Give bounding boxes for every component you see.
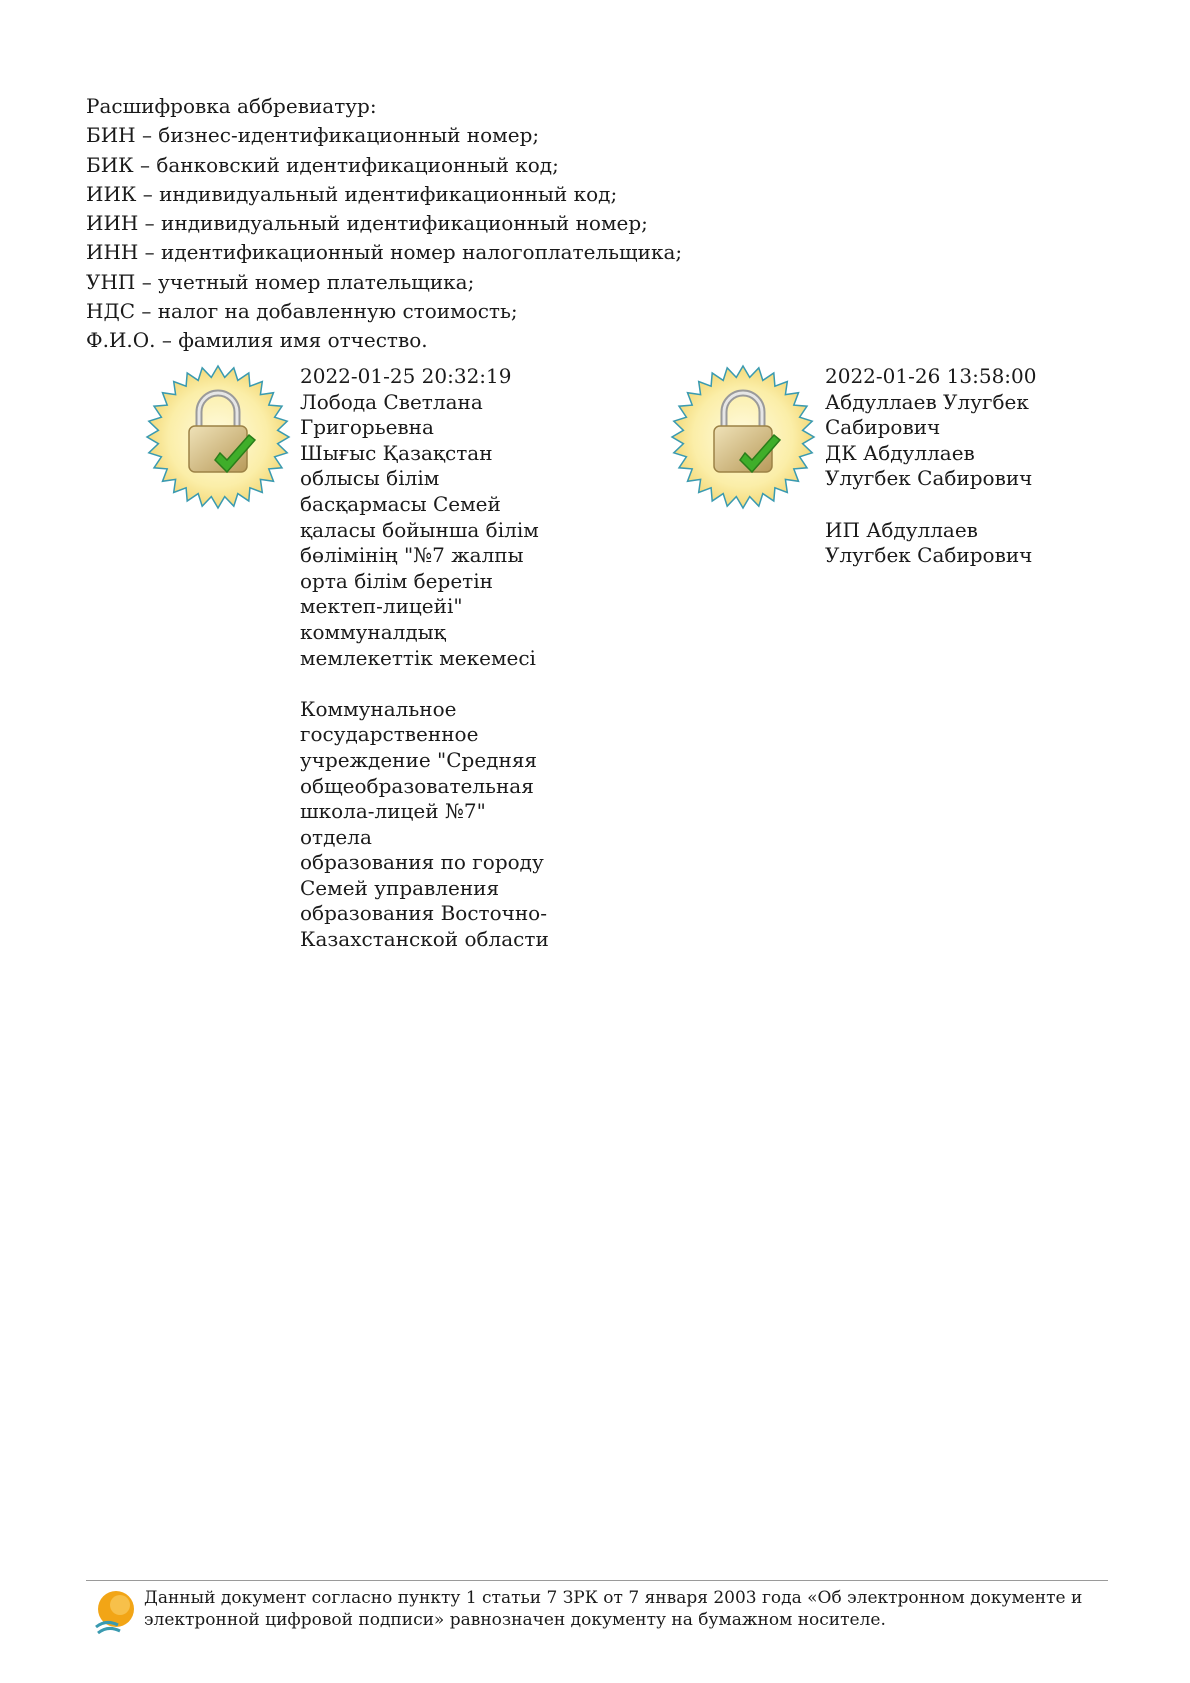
signature-details: 2022-01-25 20:32:19 Лобода Светлана Григорьевна Шығыс Қазақстан облысы білім басқармасы Семей қаласы бойынша білім бөлімінің "№7 жалпы орта білім беретін мектеп-лицейі" коммуналдық мемлекеттік мекемесі Коммунальное государственное учреждение "Средняя общеобразовательная школа-лицей №7" отдела образования по городу Семей управления образования Восточно- Казахстанской области [300, 364, 549, 952]
abbreviation-item: НДС – налог на добавленную стоимость; [86, 299, 518, 324]
padlock-check-seal-icon [145, 364, 291, 510]
abbreviations-section [86, 92, 986, 356]
abbreviation-item: УНП – учетный номер плательщика; [86, 269, 475, 294]
abbreviations-title: Расшифровка аббревиатур: [86, 94, 377, 118]
signature-details: 2022-01-26 13:58:00 Абдуллаев Улугбек Сабирович ДК Абдуллаев Улугбек Сабирович ИП Абдуллаев Улугбек Сабирович [825, 364, 1037, 568]
abbreviation-item: БИК – банковский идентификационный код; [86, 152, 559, 177]
sun-logo-icon [90, 1587, 138, 1635]
abbreviation-item: ИИН – индивидуальный идентификационный номер; [86, 211, 648, 236]
footer [86, 1580, 1108, 1630]
abbreviation-item: ИНН – идентификационный номер налогоплательщика; [86, 240, 683, 265]
padlock-check-seal-icon [670, 364, 816, 510]
abbreviation-item: Ф.И.О. – фамилия имя отчество. [86, 328, 428, 353]
footer-legal-notice: Данный документ согласно пункту 1 статьи 7 ЗРК от 7 января 2003 года «Об электронном документе и электронной цифровой подписи» равнозначен документу на бумажном носителе. [144, 1588, 1083, 1630]
abbreviation-item: БИН – бизнес-идентификационный номер; [86, 123, 540, 148]
abbreviation-item: ИИК – индивидуальный идентификационный код; [86, 181, 618, 206]
